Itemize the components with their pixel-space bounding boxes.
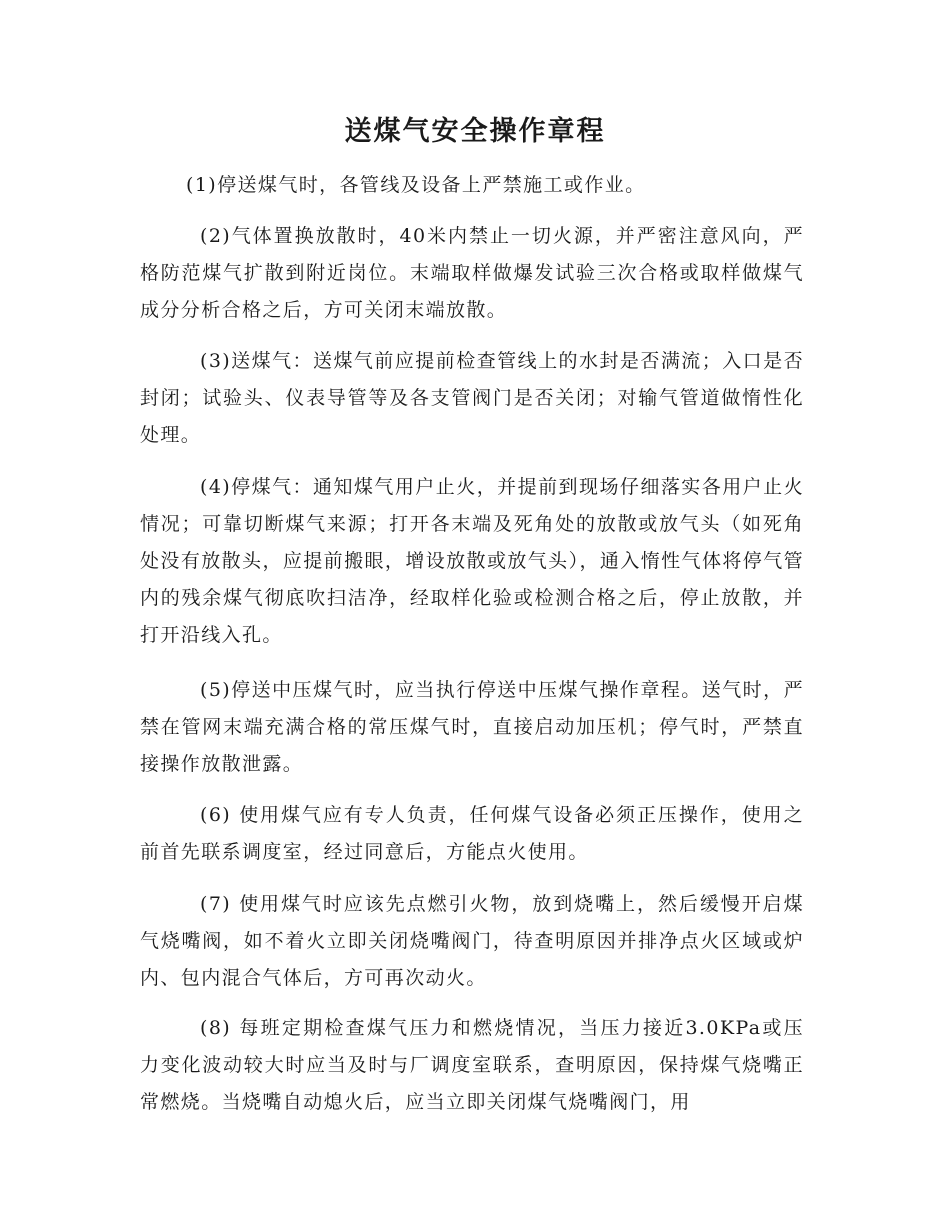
paragraph-2: (2)气体置换放散时，40米内禁止一切火源，并严密注意风向，严格防范煤气扩散到附近岗位。末端取样做爆发试验三次合格或取样做煤气成分分析合格之后，方可关闭末端放散。 — [140, 225, 804, 321]
paragraph-8: (8) 每班定期检查煤气压力和燃烧情况，当压力接近3.0KPa或压力变化波动较大时应当及时与厂调度室联系，查明原因，保持煤气烧嘴正常燃烧。当烧嘴自动熄火后，应当立即关闭煤气烧嘴阀门，用 — [140, 1017, 804, 1113]
document-title: 送煤气安全操作章程 — [344, 116, 606, 147]
paragraph-1: (1)停送煤气时，各管线及设备上严禁施工或作业。 — [186, 174, 646, 196]
paragraph-6: (6) 使用煤气应有专人负责，任何煤气设备必须正压操作，使用之前首先联系调度室，经过同意后，方能点火使用。 — [140, 804, 804, 863]
paragraph-3: (3)送煤气：送煤气前应提前检查管线上的水封是否满流；入口是否封闭；试验头、仪表导管等及各支管阀门是否关闭；对输气管道做惰性化处理。 — [140, 350, 804, 446]
paragraph-4: (4)停煤气：通知煤气用户止火，并提前到现场仔细落实各用户止火情况；可靠切断煤气来源；打开各末端及死角处的放散或放气头（如死角处没有放散头，应提前搬眼，增设放散或放气头），通入惰性气体将停气管内的残余煤气彻底吹扫洁净，经取样化验或检测合格之后，停止放散，并打开沿线入孔。 — [140, 476, 804, 646]
paragraph-7: (7) 使用煤气时应该先点燃引火物，放到烧嘴上，然后缓慢开启煤气烧嘴阀，如不着火立即关闭烧嘴阀门，待查明原因并排净点火区域或炉内、包内混合气体后，方可再次动火。 — [140, 893, 804, 989]
paragraph-5: (5)停送中压煤气时，应当执行停送中压煤气操作章程。送气时，严禁在管网末端充满合格的常压煤气时，直接启动加压机；停气时，严禁直接操作放散泄露。 — [140, 679, 804, 775]
